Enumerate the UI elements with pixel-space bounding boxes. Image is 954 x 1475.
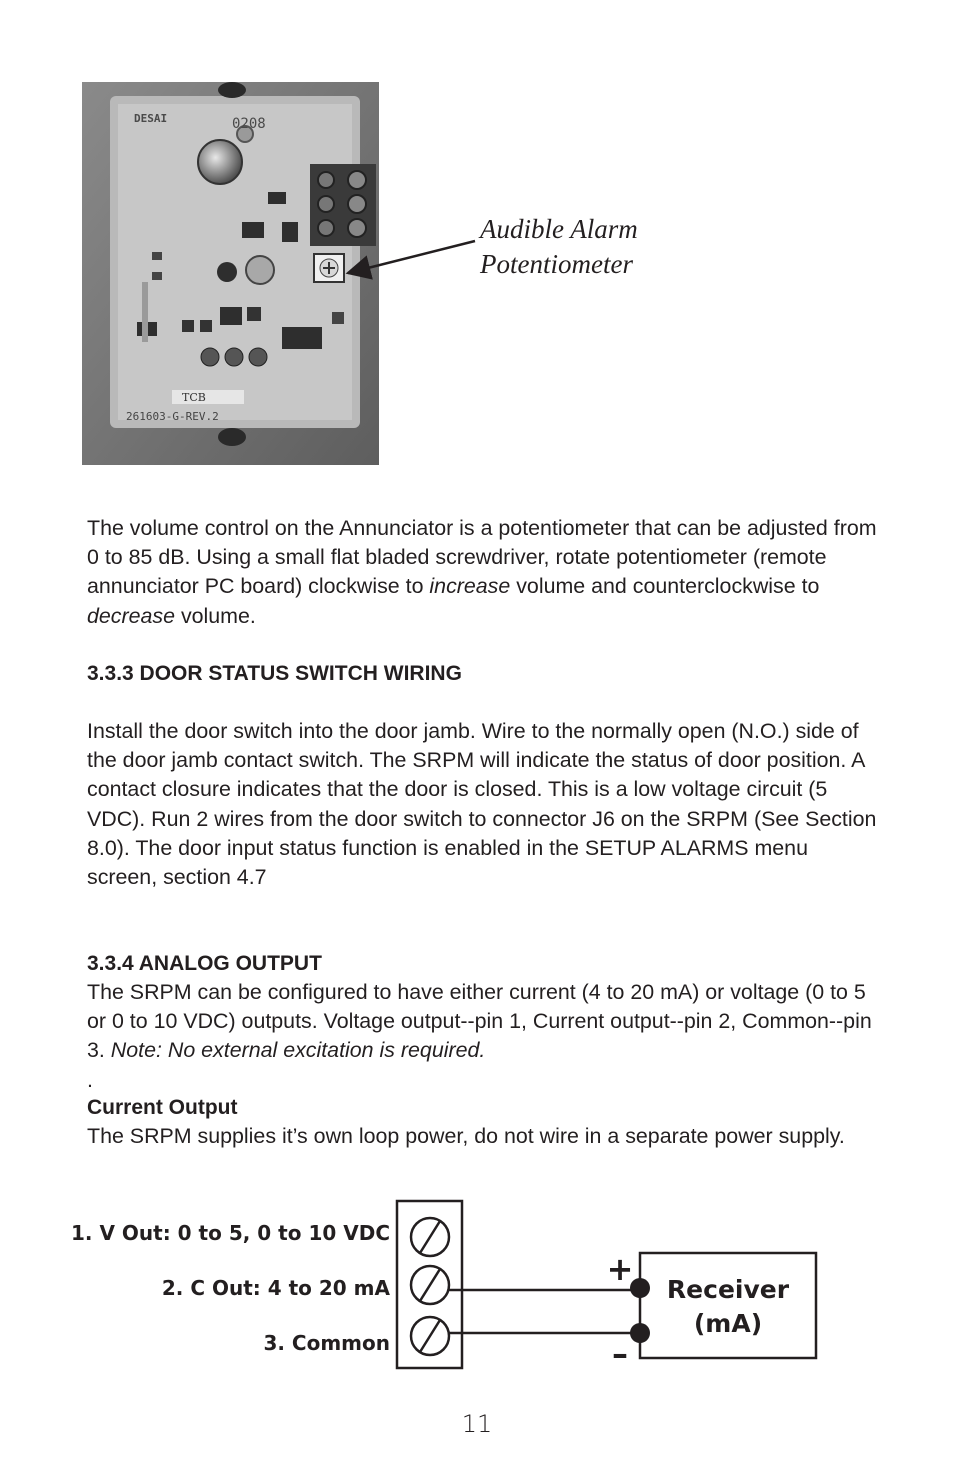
board-brand-text: DESAI [134,112,168,125]
receiver-negative-terminal [630,1323,650,1343]
potentiometer-callout [480,212,680,282]
intro-text-1: The volume control on the Annunciator is a potentiometer that can be adjusted from 0 to 85 dB. Using a small flat bladed screwdriver, rotate potentiometer (remote annunciator PC board) clockwise to [87,516,877,599]
intro-increase: increase [429,574,511,599]
terminal-1-label: 1. V Out: 0 to 5, 0 to 10 VDC [71,1221,390,1245]
pc-board-photo [82,82,379,465]
minus-sign: – [612,1335,628,1373]
callout-arrow [340,235,490,285]
terminal-2-label: 2. C Out: 4 to 20 mA [161,1276,390,1300]
section-333-heading: 3.3.3 DOOR STATUS SWITCH WIRING [87,662,462,685]
board-part-text: 261603-G-REV.2 [126,410,219,423]
receiver-label-2: (mA) [693,1309,763,1338]
section-334-note: Note: No external excitation is required. [110,1038,486,1063]
volume-control-paragraph [87,514,877,631]
terminal-screw-2 [411,1266,449,1304]
intro-text-2: volume and counterclockwise to [510,574,820,599]
board-code-text: 0208 [232,116,266,132]
section-334-dot: . [87,1068,93,1092]
page-number: 11 [461,1410,493,1438]
current-output-heading: Current Output [87,1096,238,1119]
intro-text-3: volume. [175,603,256,628]
plus-sign: + [606,1250,634,1288]
section-334-body [87,978,877,1066]
terminal-3-label: 3. Common [263,1331,390,1355]
intro-decrease: decrease [87,603,175,628]
callout-line-1: Audible Alarm [480,214,638,244]
receiver-label-1: Receiver [666,1275,790,1304]
section-333-body: Install the door switch into the door jamb. Wire to the normally open (N.O.) side of the door jamb contact switch. The SRPM will indicate the status of door position. A contact closure indicates that the door is closed. This is a low voltage circuit (5 VDC). Run 2 wires from the door switch to connector J6 on the SRPM (See Section 8.0). The door input status function is enabled in the SETUP ALARMS menu screen, section 4.7 [87,719,877,890]
section-334-text: The SRPM can be configured to have either current (4 to 20 mA) or voltage (0 to 5 or 0 to 10 VDC) outputs. Voltage output--pin 1, Current output--pin 2, Common--pin 3. [87,980,872,1063]
current-output-body: The SRPM supplies it’s own loop power, do not wire in a separate power supply. [87,1124,845,1148]
receiver-box [640,1253,816,1358]
board-tcb-text: TCB [182,391,206,404]
terminal-screw-3 [411,1317,449,1355]
terminal-screw-1 [411,1218,449,1256]
wiring-diagram [0,1190,954,1390]
section-334-heading: 3.3.4 ANALOG OUTPUT [87,952,322,975]
callout-line-2: Potentiometer [480,249,633,279]
